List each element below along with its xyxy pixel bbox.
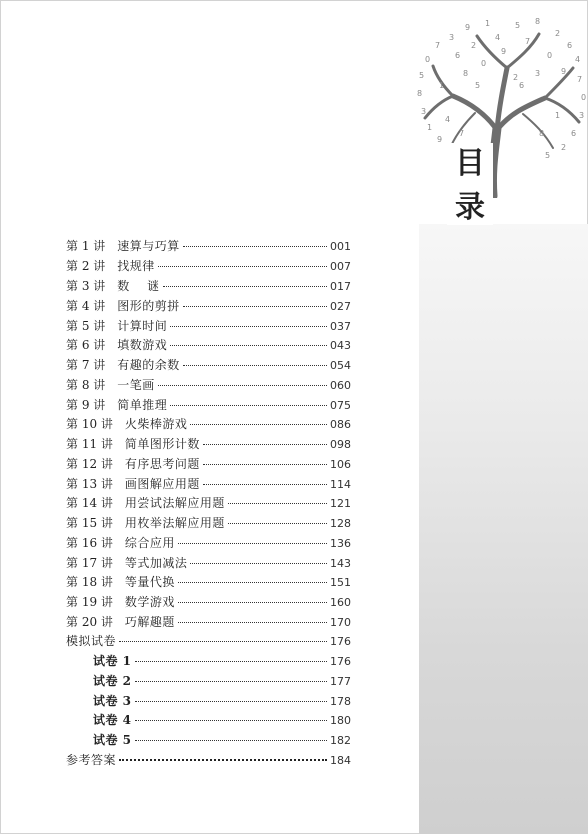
toc-entry-mock-exam[interactable] bbox=[66, 632, 351, 650]
page-number: 098 bbox=[330, 438, 351, 451]
toc-entry[interactable] bbox=[66, 396, 351, 414]
dot-leader bbox=[135, 680, 327, 682]
toc-entry-paper[interactable] bbox=[93, 672, 351, 690]
answers-title: 参考答案 bbox=[66, 753, 117, 767]
dot-leader bbox=[135, 739, 327, 741]
page-number: 027 bbox=[330, 300, 351, 313]
lecture-number: 第 6 讲 bbox=[66, 338, 106, 352]
toc-entry[interactable] bbox=[66, 593, 351, 611]
page-number: 180 bbox=[330, 714, 351, 727]
lecture-number: 第 15 讲 bbox=[66, 516, 113, 530]
lecture-number: 第 18 讲 bbox=[66, 575, 113, 589]
lecture-number: 第 17 讲 bbox=[66, 556, 113, 570]
svg-text:0: 0 bbox=[481, 59, 487, 68]
lecture-title: 等量代换 bbox=[124, 575, 175, 589]
lecture-title: 画图解应用题 bbox=[124, 477, 200, 491]
dot-leader bbox=[183, 305, 327, 307]
svg-text:7: 7 bbox=[525, 37, 531, 46]
toc-entry[interactable] bbox=[66, 435, 351, 453]
lecture-number: 第 20 讲 bbox=[66, 615, 113, 629]
title-char-lu: 录 bbox=[455, 190, 485, 225]
dot-leader bbox=[135, 719, 327, 721]
dot-leader bbox=[183, 245, 327, 247]
lecture-title: 图形的剪拼 bbox=[117, 299, 180, 313]
page-number: 182 bbox=[330, 734, 351, 747]
lecture-title: 计算时间 bbox=[117, 319, 168, 333]
svg-text:0: 0 bbox=[581, 93, 587, 102]
dot-leader bbox=[119, 758, 327, 761]
toc-entry[interactable] bbox=[66, 257, 351, 275]
svg-text:9: 9 bbox=[437, 135, 443, 144]
toc-entry[interactable] bbox=[66, 613, 351, 631]
toc-entry[interactable] bbox=[66, 376, 351, 394]
svg-text:1: 1 bbox=[485, 19, 491, 28]
svg-text:1: 1 bbox=[555, 111, 561, 120]
svg-text:6: 6 bbox=[567, 41, 573, 50]
dot-leader bbox=[119, 640, 327, 642]
svg-text:0: 0 bbox=[547, 51, 553, 60]
page-number: 106 bbox=[330, 458, 351, 471]
svg-text:3: 3 bbox=[579, 111, 585, 120]
svg-text:7: 7 bbox=[435, 41, 441, 50]
page-number: 160 bbox=[330, 596, 351, 609]
dot-leader bbox=[178, 581, 327, 583]
page-number: 178 bbox=[330, 695, 351, 708]
page-number: 136 bbox=[330, 537, 351, 550]
svg-text:8: 8 bbox=[417, 89, 423, 98]
svg-text:2: 2 bbox=[513, 73, 519, 82]
svg-text:8: 8 bbox=[535, 18, 541, 26]
paper-title: 试卷 1 bbox=[93, 654, 132, 668]
lecture-title: 数 谜 bbox=[117, 279, 160, 293]
toc-entry[interactable] bbox=[66, 573, 351, 591]
lecture-title: 综合应用 bbox=[124, 536, 175, 550]
svg-text:4: 4 bbox=[495, 33, 501, 42]
page-number: 086 bbox=[330, 418, 351, 431]
lecture-title: 等式加减法 bbox=[124, 556, 188, 570]
dot-leader bbox=[203, 443, 327, 445]
paper-title: 试卷 3 bbox=[93, 694, 132, 708]
lecture-title: 用枚举法解应用题 bbox=[124, 516, 225, 530]
toc-entry-answers[interactable] bbox=[66, 751, 351, 769]
toc-entry[interactable] bbox=[66, 415, 351, 433]
lecture-number: 第 7 讲 bbox=[66, 358, 106, 372]
lecture-title: 填数游戏 bbox=[117, 338, 168, 352]
lecture-number: 第 2 讲 bbox=[66, 259, 106, 273]
svg-text:5: 5 bbox=[515, 21, 521, 30]
paper-title: 试卷 2 bbox=[93, 674, 132, 688]
page-number: 176 bbox=[330, 635, 351, 648]
dot-leader bbox=[203, 463, 327, 465]
page-number: 143 bbox=[330, 557, 351, 570]
page-number: 075 bbox=[330, 399, 351, 412]
page-number: 114 bbox=[330, 478, 351, 491]
svg-text:4: 4 bbox=[575, 55, 581, 64]
dot-leader bbox=[178, 601, 327, 603]
lecture-number: 第 3 讲 bbox=[66, 279, 106, 293]
svg-text:9: 9 bbox=[465, 23, 471, 32]
page-number: 151 bbox=[330, 576, 351, 589]
dot-leader bbox=[228, 522, 327, 524]
svg-text:0: 0 bbox=[425, 55, 431, 64]
toc-title bbox=[447, 143, 493, 225]
dot-leader bbox=[178, 621, 327, 623]
svg-text:9: 9 bbox=[561, 67, 567, 76]
svg-text:3: 3 bbox=[449, 33, 455, 42]
toc-entry[interactable] bbox=[66, 554, 351, 572]
number-tree-icon bbox=[415, 18, 587, 198]
lecture-number: 第 10 讲 bbox=[66, 417, 113, 431]
svg-text:3: 3 bbox=[535, 69, 541, 78]
lecture-number: 第 13 讲 bbox=[66, 477, 113, 491]
dot-leader bbox=[203, 483, 327, 485]
page-number: 007 bbox=[330, 260, 351, 273]
svg-text:1: 1 bbox=[439, 81, 445, 90]
svg-text:8: 8 bbox=[463, 69, 469, 78]
toc-entry-paper[interactable] bbox=[93, 731, 351, 749]
lecture-number: 第 8 讲 bbox=[66, 378, 106, 392]
svg-text:5: 5 bbox=[475, 81, 481, 90]
toc-entry[interactable] bbox=[66, 455, 351, 473]
lecture-number: 第 9 讲 bbox=[66, 398, 106, 412]
lecture-title: 简单图形计数 bbox=[124, 437, 200, 451]
dot-leader bbox=[170, 404, 327, 406]
page-number: 037 bbox=[330, 320, 351, 333]
svg-text:7: 7 bbox=[459, 129, 465, 138]
toc-entry[interactable] bbox=[66, 297, 351, 315]
svg-text:7: 7 bbox=[577, 75, 583, 84]
toc-entry[interactable] bbox=[66, 237, 351, 255]
toc-entry[interactable] bbox=[66, 514, 351, 532]
lecture-title: 一笔画 bbox=[117, 378, 155, 392]
svg-text:9: 9 bbox=[501, 47, 507, 56]
page-number: 043 bbox=[330, 339, 351, 352]
page-number: 121 bbox=[330, 497, 351, 510]
title-char-mu: 目 bbox=[455, 146, 485, 181]
svg-text:8: 8 bbox=[539, 129, 545, 138]
page-number: 060 bbox=[330, 379, 351, 392]
page-number: 177 bbox=[330, 675, 351, 688]
lecture-title: 简单推理 bbox=[117, 398, 168, 412]
page-number: 017 bbox=[330, 280, 351, 293]
lecture-title: 用尝试法解应用题 bbox=[124, 496, 225, 510]
toc-entry[interactable] bbox=[66, 475, 351, 493]
dot-leader bbox=[228, 502, 327, 504]
svg-text:6: 6 bbox=[571, 129, 577, 138]
svg-text:3: 3 bbox=[421, 107, 427, 116]
lecture-title: 火柴棒游戏 bbox=[124, 417, 188, 431]
lecture-title: 有趣的余数 bbox=[117, 358, 180, 372]
lecture-number: 第 16 讲 bbox=[66, 536, 113, 550]
svg-text:1: 1 bbox=[427, 123, 433, 132]
lecture-number: 第 1 讲 bbox=[66, 239, 106, 253]
svg-text:2: 2 bbox=[471, 41, 477, 50]
svg-text:5: 5 bbox=[545, 151, 551, 160]
dot-leader bbox=[158, 384, 327, 386]
lecture-number: 第 4 讲 bbox=[66, 299, 106, 313]
toc-entry-paper[interactable] bbox=[93, 652, 351, 670]
dot-leader bbox=[135, 660, 327, 662]
svg-text:4: 4 bbox=[445, 115, 451, 124]
toc-entry-paper[interactable] bbox=[93, 711, 351, 729]
toc-entry[interactable] bbox=[66, 494, 351, 512]
gray-side-panel bbox=[419, 224, 588, 834]
lecture-number: 第 19 讲 bbox=[66, 595, 113, 609]
lecture-title: 数学游戏 bbox=[124, 595, 175, 609]
lecture-title: 巧解趣题 bbox=[124, 615, 175, 629]
mock-exam-title: 模拟试卷 bbox=[66, 634, 117, 648]
dot-leader bbox=[190, 562, 327, 564]
dot-leader bbox=[135, 700, 327, 702]
toc-entry[interactable] bbox=[66, 277, 351, 295]
dot-leader bbox=[190, 423, 327, 425]
page-number: 170 bbox=[330, 616, 351, 629]
lecture-title: 找规律 bbox=[117, 259, 155, 273]
dot-leader bbox=[178, 542, 327, 544]
lecture-title: 有序思考问题 bbox=[124, 457, 200, 471]
toc-entry[interactable] bbox=[66, 336, 351, 354]
page-number: 184 bbox=[330, 754, 351, 767]
lecture-title: 速算与巧算 bbox=[117, 239, 180, 253]
svg-text:2: 2 bbox=[555, 29, 561, 38]
paper-title: 试卷 5 bbox=[93, 733, 132, 747]
page-number: 054 bbox=[330, 359, 351, 372]
toc-entry-paper[interactable] bbox=[93, 692, 351, 710]
lecture-number: 第 12 讲 bbox=[66, 457, 113, 471]
dot-leader bbox=[183, 364, 327, 366]
dot-leader bbox=[163, 285, 327, 287]
svg-text:6: 6 bbox=[519, 81, 525, 90]
lecture-number: 第 5 讲 bbox=[66, 319, 106, 333]
svg-text:2: 2 bbox=[561, 143, 567, 152]
page-number: 128 bbox=[330, 517, 351, 530]
toc-entry[interactable] bbox=[66, 356, 351, 374]
lecture-number: 第 14 讲 bbox=[66, 496, 113, 510]
page-number: 176 bbox=[330, 655, 351, 668]
page-number: 001 bbox=[330, 240, 351, 253]
svg-text:6: 6 bbox=[455, 51, 461, 60]
dot-leader bbox=[170, 344, 327, 346]
toc-entry[interactable] bbox=[66, 534, 351, 552]
dot-leader bbox=[170, 325, 327, 327]
lecture-number: 第 11 讲 bbox=[66, 437, 113, 451]
svg-text:5: 5 bbox=[419, 71, 425, 80]
dot-leader bbox=[158, 265, 327, 267]
toc-entry[interactable] bbox=[66, 317, 351, 335]
paper-title: 试卷 4 bbox=[93, 713, 132, 727]
